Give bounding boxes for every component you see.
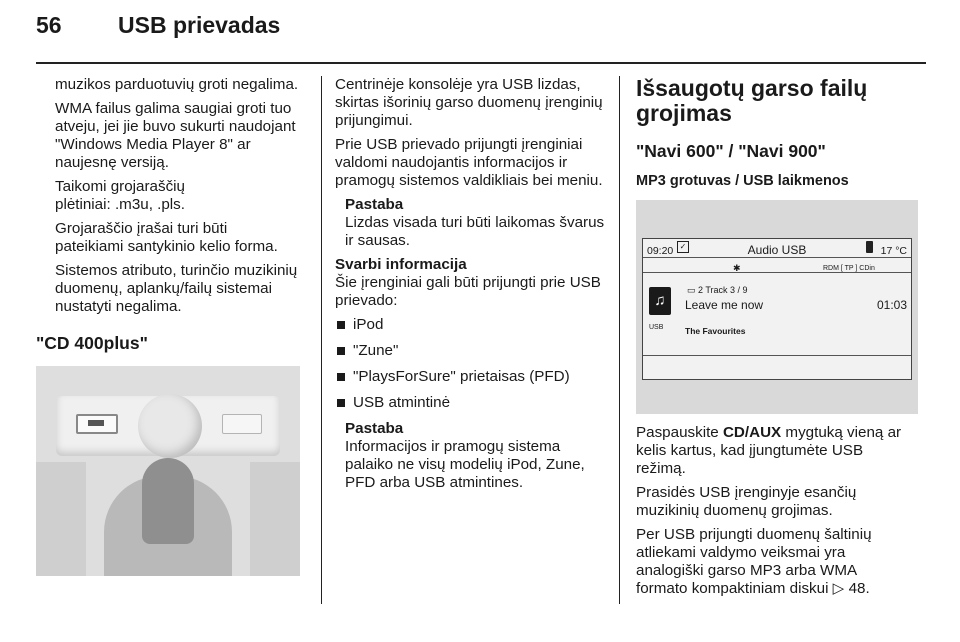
screen-flags-bar <box>643 258 911 273</box>
bluetooth-icon: ✱ <box>733 263 741 273</box>
screen-song: Leave me now <box>685 298 764 312</box>
note-1 <box>335 196 607 250</box>
page-reference-icon: ▷ <box>832 580 845 597</box>
console-side-right <box>250 462 300 576</box>
subheading-navi: "Navi 600" / "Navi 900" <box>636 141 826 161</box>
screen-title: Audio USB <box>747 243 807 257</box>
screen-flags: RDM [ TP ] CDin <box>823 265 875 272</box>
important-info-label: Svarbi informacija <box>335 256 467 273</box>
col1-paragraph-3-line-1: Taikomi grojaraščių <box>55 178 185 195</box>
column-divider-2 <box>619 76 620 604</box>
col1-paragraph-1: muzikos parduotuvių groti negalima. <box>55 76 299 93</box>
header-rule <box>36 62 926 64</box>
page-number: 56 <box>36 12 62 38</box>
col1-paragraph-4-line-2: pateikiami santykinio kelio forma. <box>55 238 278 255</box>
note-2-text: Informacijos ir pramogų sistema palaiko ne visų modelių iPod, Zune, PFD arba USB atmintines. <box>345 438 585 491</box>
screen-divider <box>643 355 911 356</box>
usb-device-icon: ♫ <box>649 287 671 315</box>
column-divider-1 <box>321 76 322 604</box>
page-reference: 48. <box>844 580 870 597</box>
control-knob-icon <box>138 394 202 458</box>
col3-paragraph-3-pre: Per USB prijungti duomenų šaltinių atliekami valdymo veiksmai yra analogiški garso MP3 arba WMA formato kompaktiniam diskui <box>636 526 872 597</box>
screen-time: 09:20 <box>647 245 674 257</box>
gear-lever-icon <box>142 458 194 544</box>
note-2-label: Pastaba <box>345 420 404 437</box>
col1-paragraph-4 <box>36 220 308 256</box>
screen-temperature: 17 °C <box>880 245 907 257</box>
folder-icon: ▭ <box>687 285 699 295</box>
column-2 <box>335 76 607 498</box>
list-item: iPod <box>335 316 607 334</box>
device-list <box>335 316 607 412</box>
screen-display <box>642 238 912 380</box>
center-console-photo <box>36 366 300 576</box>
aux-socket-icon <box>222 414 262 434</box>
screen-status-bar <box>643 239 911 258</box>
usb-label: USB <box>649 324 664 331</box>
audio-usb-screen-image <box>636 200 918 414</box>
page-title: USB prievadas <box>118 12 281 38</box>
list-item: "Zune" <box>335 342 607 360</box>
important-info <box>335 256 607 310</box>
list-item: USB atmintinė <box>335 394 607 412</box>
col3-paragraph-1 <box>636 424 906 478</box>
phone-icon <box>866 241 873 253</box>
col2-paragraph-2: Prie USB prievado prijungti įrenginiai valdomi naudojantis informacijos ir pramogų sistemos valdikliais bei meniu. <box>335 136 603 189</box>
check-icon: ✓ <box>677 241 689 253</box>
col1-paragraph-4-line-1: Grojaraščio įrašai turi būti <box>55 220 228 237</box>
col1-paragraph-2: WMA failus galima saugiai groti tuo atveju, jei jie buvo sukurti naudojant "Windows Media Player 8" ar naujesnę versiją. <box>55 100 296 171</box>
important-info-text: Šie įrenginiai gali būti prijungti prie USB prievado: <box>335 274 601 309</box>
note-1-label: Pastaba <box>345 196 404 213</box>
col3-paragraph-3 <box>636 526 906 598</box>
column-3 <box>636 76 906 604</box>
col3-paragraph-2: Prasidės USB įrenginyje esančių muzikinių duomenų grojimas. <box>636 484 857 519</box>
section-heading-cd400plus: "CD 400plus" <box>36 333 148 353</box>
cd-aux-button-label: CD/AUX <box>722 424 782 441</box>
column-1 <box>36 76 308 576</box>
note-2 <box>335 420 607 492</box>
col3-paragraph-1-post: mygtuką vieną ar kelis kartus, kad įjungtumėte USB režimą. <box>636 424 902 477</box>
col1-paragraph-5: Sistemos atributo, turinčio muzikinių duomenų, aplankų/failų sistemai nustatyti negalima. <box>55 262 298 315</box>
console-side-left <box>36 462 86 576</box>
section-heading-playback: Išsaugotų garso failų grojimas <box>636 75 868 126</box>
col3-paragraph-1-pre: Paspauskite <box>636 424 723 441</box>
subheading-mp3: MP3 grotuvas / USB laikmenos <box>636 173 849 189</box>
col1-paragraph-3-line-2: plėtiniai: .m3u, .pls. <box>55 196 185 213</box>
list-item: "PlaysForSure" prietaisas (PFD) <box>335 368 607 386</box>
col1-paragraph-3 <box>36 178 308 214</box>
col2-paragraph-1: Centrinėje konsolėje yra USB lizdas, skirtas išorinių garso duomenų įrenginių prijungimui. <box>335 76 603 129</box>
screen-album: The Favourites <box>685 326 746 336</box>
screen-duration: 01:03 <box>876 298 907 312</box>
usb-socket-icon <box>76 414 118 434</box>
note-1-text: Lizdas visada turi būti laikomas švarus ir sausas. <box>345 214 605 249</box>
screen-track-text: 2 Track 3 / 9 <box>698 285 748 295</box>
